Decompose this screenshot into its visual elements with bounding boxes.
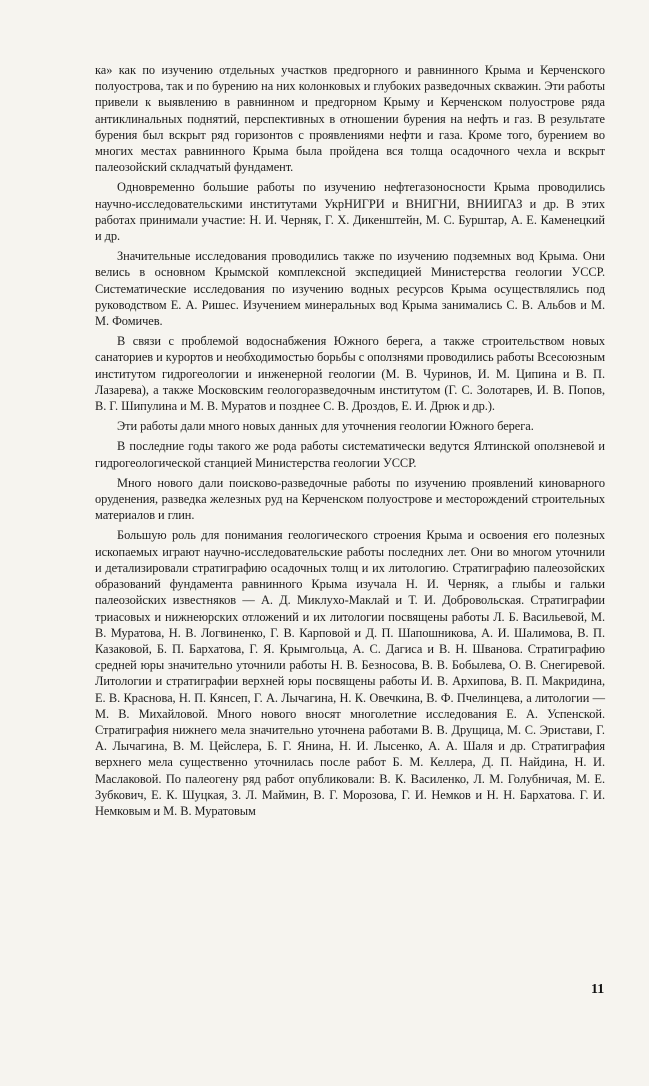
paragraph-south-coast-data: Эти работы дали много новых данных для уточнения геологии Южного берега. — [117, 419, 534, 434]
page-number: 11 — [591, 982, 605, 997]
paragraph-research-stratigraphy: Большую роль для понимания геологического строения Крыма и освоения его полезных ископаемых играют научно-исследовательские работы последних лет. Они во многом уточнили и детализировали стратиграфию осадочных толщ и их литологию. Стратиграфию палеозойских образований фундамента равнинного Крыма изучала Н. И. Черняк, а глыбы и гальки палеозойских известняков — А. Д. Миклухо-Маклай и Т. И. Добровольская. Стратиграфии триасовых и нижнеюрских отложений и их литологии посвящены работы Л. Б. Васильевой, М. В. Муратова, Н. В. Логвиненко, Г. В. Карповой и Д. П. Шапошникова, А. И. Шалимова, В. П. Казаковой, Б. П. Бархатова, Г. Я. Крымгольца, А. С. Дагиса и В. Н. Шванова. Стратиграфию средней юры значительно уточнили работы Н. В. Безносова, В. В. Бобылева, О. В. Снегиревой. Литологии и стратиграфии верхней юры посвящены работы И. В. Архипова, В. П. Макридина, Е. В. Краснова, Н. П. Кянсеп, Г. А. Лычагина, Н. К. Овечкина, В. Ф. Пчелинцева, а литологии — М. В. Михайловой. Много нового вносят многолетние исследования Е. А. Успенской. Стратиграфия нижнего мела значительно уточнена работами В. В. Друщица, М. С. Эристави, Г. А. Лычагина, В. М. Цейслера, Б. Г. Янина, Н. И. Лысенко, А. А. Шаля и др. Стратиграфия верхнего мела существенно уточнилась после работ Б. М. Келлера, Д. П. Найдина, Н. И. Маслаковой. По палеогену ряд работ опубликовали: В. К. Василенко, Л. М. Голубничая, М. Е. Зубкович, Е. К. Шуцкая, З. Л. Маймин, В. Г. Морозова, Г. И. Немков и Н. Н. Бархатова. Г. И. Немковым и М. В. Муратовым — [95, 528, 605, 818]
paragraph-groundwater: Значительные исследования проводились также по изучению подземных вод Крыма. Они велись в основном Крымской комплексной экспедицией Министерства геологии УССР. Систематические исследования по изучению водных ресурсов Крыма осуществлялись под руководством Е. А. Ришес. Изучением минеральных вод Крыма занимались С. В. Альбов и М. М. Фомичев. — [95, 249, 605, 329]
paragraph-oil-gas-institutes: Одновременно большие работы по изучению нефтегазоносности Крыма проводились научно-исследовательскими институтами УкрНИГРИ и ВНИГНИ, ВНИИГАЗ и др. В этих работах принимали участие: Н. И. Черняк, Г. Х. Дикенштейн, М. С. Бурштар, А. Е. Каменецкий и др. — [95, 180, 605, 244]
paragraph-oil-drilling: ка» как по изучению отдельных участков предгорного и равнинного Крыма и Керченского полуострова, так и по бурению на них колонковых и глубоких разведочных скважин. Эти работы привели к выявлению в равнинном и предгорном Крыму и Керченском полуострове ряда антиклинальных поднятий, перспективных в отношении бурения на нефть и газ. В результате бурения был вскрыт ряд горизонтов с проявлениями нефти и газа. Кроме того, бурением во многих местах равнинного Крыма была пройдена вся толща осадочного чехла и вскрыт палеозойский складчатый фундамент. — [95, 63, 605, 175]
body-text — [95, 62, 605, 823]
paragraph-yalta-station: В последние годы такого же рода работы систематически ведутся Ялтинской оползневой и гидрогеологической станцией Министерства геологии УССР. — [95, 439, 605, 470]
paragraph-south-coast-water: В связи с проблемой водоснабжения Южного берега, а также строительством новых санаториев и курортов и необходимостью борьбы с оползнями проводились работы Всесоюзным институтом гидрогеологии и инженерной геологии (М. В. Чуринов, И. М. Ципина и В. П. Лазарева), а также Московским геологоразведочным институтом (Г. С. Золотарев, И. В. Попов, В. Г. Шипулина и М. В. Муратов и позднее С. В. Дроздов, Е. И. Дрюк и др.). — [95, 334, 605, 414]
paragraph-exploration: Много нового дали поисково-разведочные работы по изучению проявлений киноварного оруденения, разведка железных руд на Керченском полуострове и месторождений строительных материалов и глин. — [95, 475, 605, 523]
